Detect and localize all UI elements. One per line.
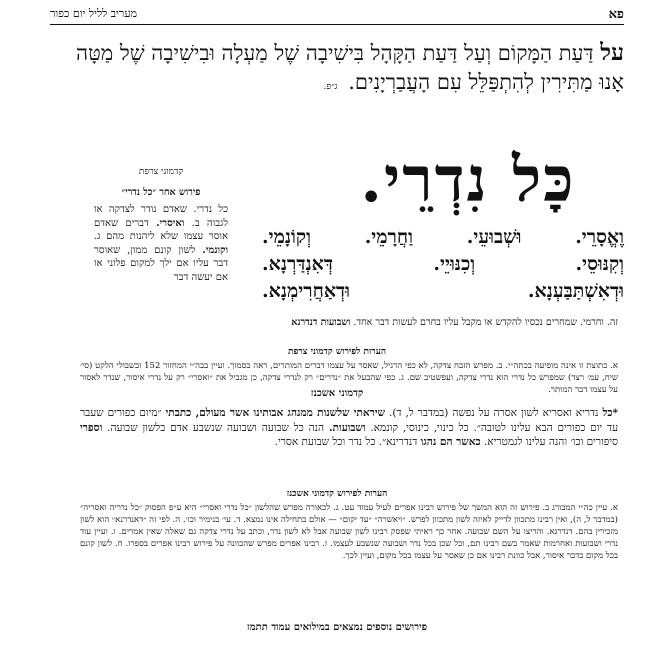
side-lead: כל נדרי. xyxy=(193,204,228,215)
vows-block xyxy=(262,224,624,305)
kol-nidrei-title: כָּל נִדְרֵי. xyxy=(360,143,576,216)
notes-heading-ashkenaz: הערות לפירוש קדמוני אשכנז xyxy=(286,489,388,499)
side-commentary-body: כל נדרי. שאדם נודר לצדקה או לגבוה ב. ואיסרי. דברים שאדם אוסר עצמו שלא ליהנות מהם ג. וקונמי. לשון קונם ממון, שאוסר דבר עליו אם ילך למקום פלוני או אם יעשה דבר xyxy=(94,204,229,283)
side-commentary-subheading: פירוש אחר ״כל נדרי״ xyxy=(121,186,201,198)
vow-line-2: וְקִנּוּסֵי. וְכִנּוּיֵי. דְּאִנְדַּרְנָא. xyxy=(262,253,624,275)
opening-text: דַּעַת הַמָּקוֹם וְעַל דַּעַת הַקָּהָל בִּישִׁיבָה שֶׁל מַעְלָה וּבִישִׁיבָה שֶׁל מַטָּה אָנוּ מַתִּירִין לְהִתְפַּלֵּל עִם הָעֲבַרְיָנִים. xyxy=(76,41,624,94)
footer-note: פירושים נוספים נמצאים במילואים עמוד תתמז xyxy=(246,622,428,633)
running-title: מעריב לליל יום כפור xyxy=(50,7,138,20)
vow-line-3: וּדְאִשְׁתַּבַּעְנָא. וּדְאַחֲרִימְנָא. xyxy=(262,280,624,302)
opening-note: ג״פ. xyxy=(323,82,338,92)
opening-declaration xyxy=(76,38,624,102)
header-rule xyxy=(50,24,624,25)
notes-heading-france: הערות לפירוש קדמוני צרפת xyxy=(287,347,387,357)
kadmoni-ashkenaz-heading: קדמוני אשכנז xyxy=(310,388,364,399)
side-commentary xyxy=(94,166,228,284)
kadmoni-ashkenaz-text: *כל נדריא ואסריא לשון אסרה על נפשה (במדבר ל, ד). שיראתי שלשנות ממנהג אבותינו אשר מעולם, כתבתי ״מיום כפורים שעבר עד יום כפורים הבא עלינו לטובה״. כל כינוי, כינוסי, קונמא. ושבועות. הנה כל שבועה ושבועה שנשבע אדם בלשון שבועה. וספרי סיפורים וכו׳ והנה עלינו לגמטריא. כאשר הם נהגו דנדרינא״. כל נדר וכל שבועת אסרי. xyxy=(80,407,619,448)
running-header xyxy=(50,4,624,24)
vow-line-1: וֶאֱסָרֵי. וּשְׁבוּעֵי. וַחֲרָמֵי. וְקוֹנָמֵי. xyxy=(262,226,624,248)
notes-ashkenaz: א. עיין כה״י המבורג ב. פירוש זה הוא המשך של פירוש רבינו אפרים לעיל עמוד עט. ג. לכאורה מפרש שהלשון ״כל נדרי ואסרי״ היא ע״פ הפסוק ״כל נדריה ואסריה״ (במדבר ל, ה), ואין רבינו מתכוון לדייק לאיזה לשון מתכוון לפרש. ״ויאשרה״ ״עד יקום״ — אולם בתחילה אינו נמצא. ד. עי׳ בנימיר וכו׳. ה. לפי זה ״דאנדרנא״ הוא לשון מזכירין בהם. דנדרנא. והריצו על השם שבועה. אחר כך ראיתי שפסק רבינו לשון שבועה אבל לא לשון נדר, וכתב על נדרי צדקה גם שאלה שאין אמרים. ו. ועיין עוד נדרי ושבועות ואחרמות שאמר בשם רבינו תם, וכל שכן בכל נדר ושבועה שנשבע לעצמו. ז. רבינו אפרים מפרש שהכוונה על פירוש רבינו אפרים בספרו. ח. לשון קונם בכל מקום בדבר איסור, אבל כוונת רבינו אם כן שאסר על עצמו בכל מקום, ועיין לכך. xyxy=(80,503,618,561)
side-commentary-heading: קדמוני צרפת xyxy=(138,167,184,177)
notes-france: א. כתוצת זו אינה מופיעה בכתה״י. ב. מפרש הזבח צדקה, לא כפי הרגיל, שאסר על עצמו דברים המותרים, ראה בסמוך. ועיין בבה״י המחזור 152 ובשבולי הלקט (סי׳ שיח, עמ׳ רצד) שמפרש כל נדרי הוא נדרי צדקה, ועפשטיב שם. ג. כפי שהבעל את ״נדרים״ רק לנדרי צדקה, כן מגביל את ״ואסרי״ רק על נדרי איסור, שנדר לאסור על עצמו דבר המותר. xyxy=(80,361,618,395)
page-number: פא xyxy=(608,7,624,22)
opening-lead-word: על xyxy=(600,39,624,66)
commentary-continuation: זה. וחרמי. שמחרים נכסיו להקדש או מקבל עליו בחרם לעשות דבר אחד. ושבועות דנדרנא xyxy=(291,317,618,328)
